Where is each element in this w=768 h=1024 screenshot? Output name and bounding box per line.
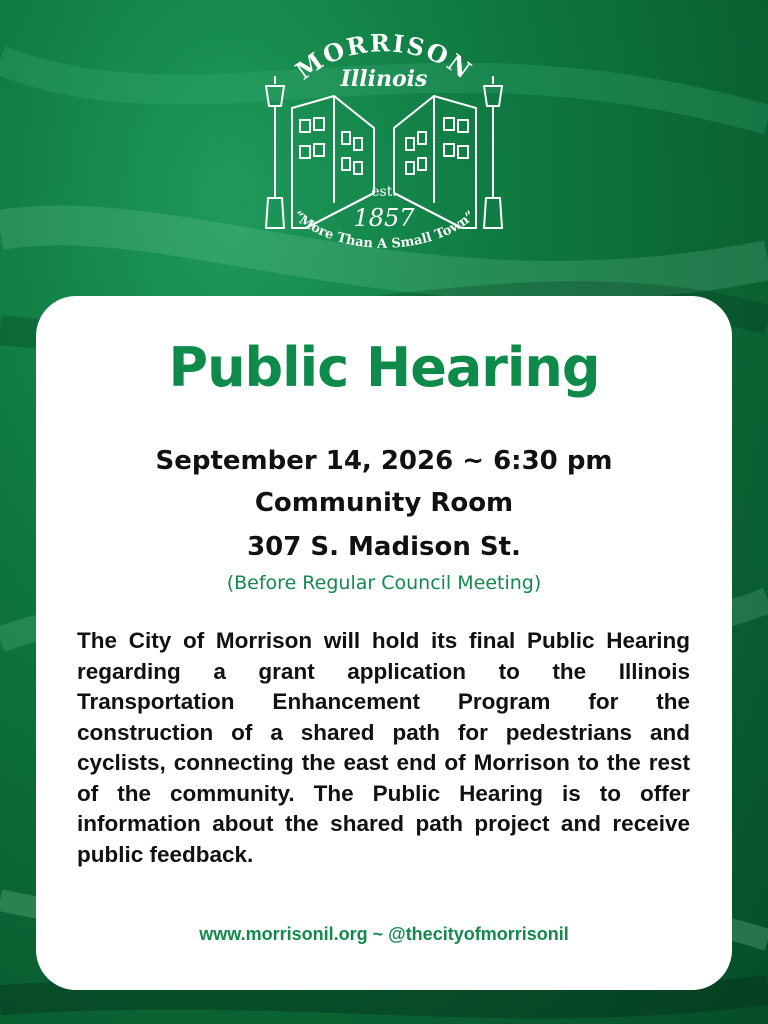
logo-name: MORRISON — [289, 28, 479, 86]
event-date-time: September 14, 2026 ~ 6:30 pm — [155, 446, 613, 476]
page-title: Public Hearing — [168, 336, 600, 399]
announcement-card — [36, 296, 732, 990]
contact-footer: www.morrisonil.org ~ @thecityofmorrisonil — [199, 924, 569, 944]
event-address: 307 S. Madison St. — [247, 532, 521, 562]
logo-year: 1857 — [353, 204, 415, 232]
logo-motto: “More Than A Small Town” — [289, 208, 479, 252]
left-lamp-icon — [266, 76, 284, 228]
logo-state: Illinois — [340, 66, 428, 92]
right-lamp-icon — [484, 76, 502, 228]
event-note: (Before Regular Council Meeting) — [226, 572, 542, 594]
city-logo — [244, 28, 524, 278]
event-location: Community Room — [254, 488, 514, 518]
announcement-body: The City of Morrison will hold its final Public Hearing regarding a grant application to the Illinois Transportation Enhancement Program for the construction of a shared path for pedestrians and cyclists, connecting the east end of Morrison to the rest of the community. The Public Hearing is to offer information about the shared path project and receive public feedback. — [77, 628, 690, 867]
logo-est-label: est. — [371, 184, 397, 200]
